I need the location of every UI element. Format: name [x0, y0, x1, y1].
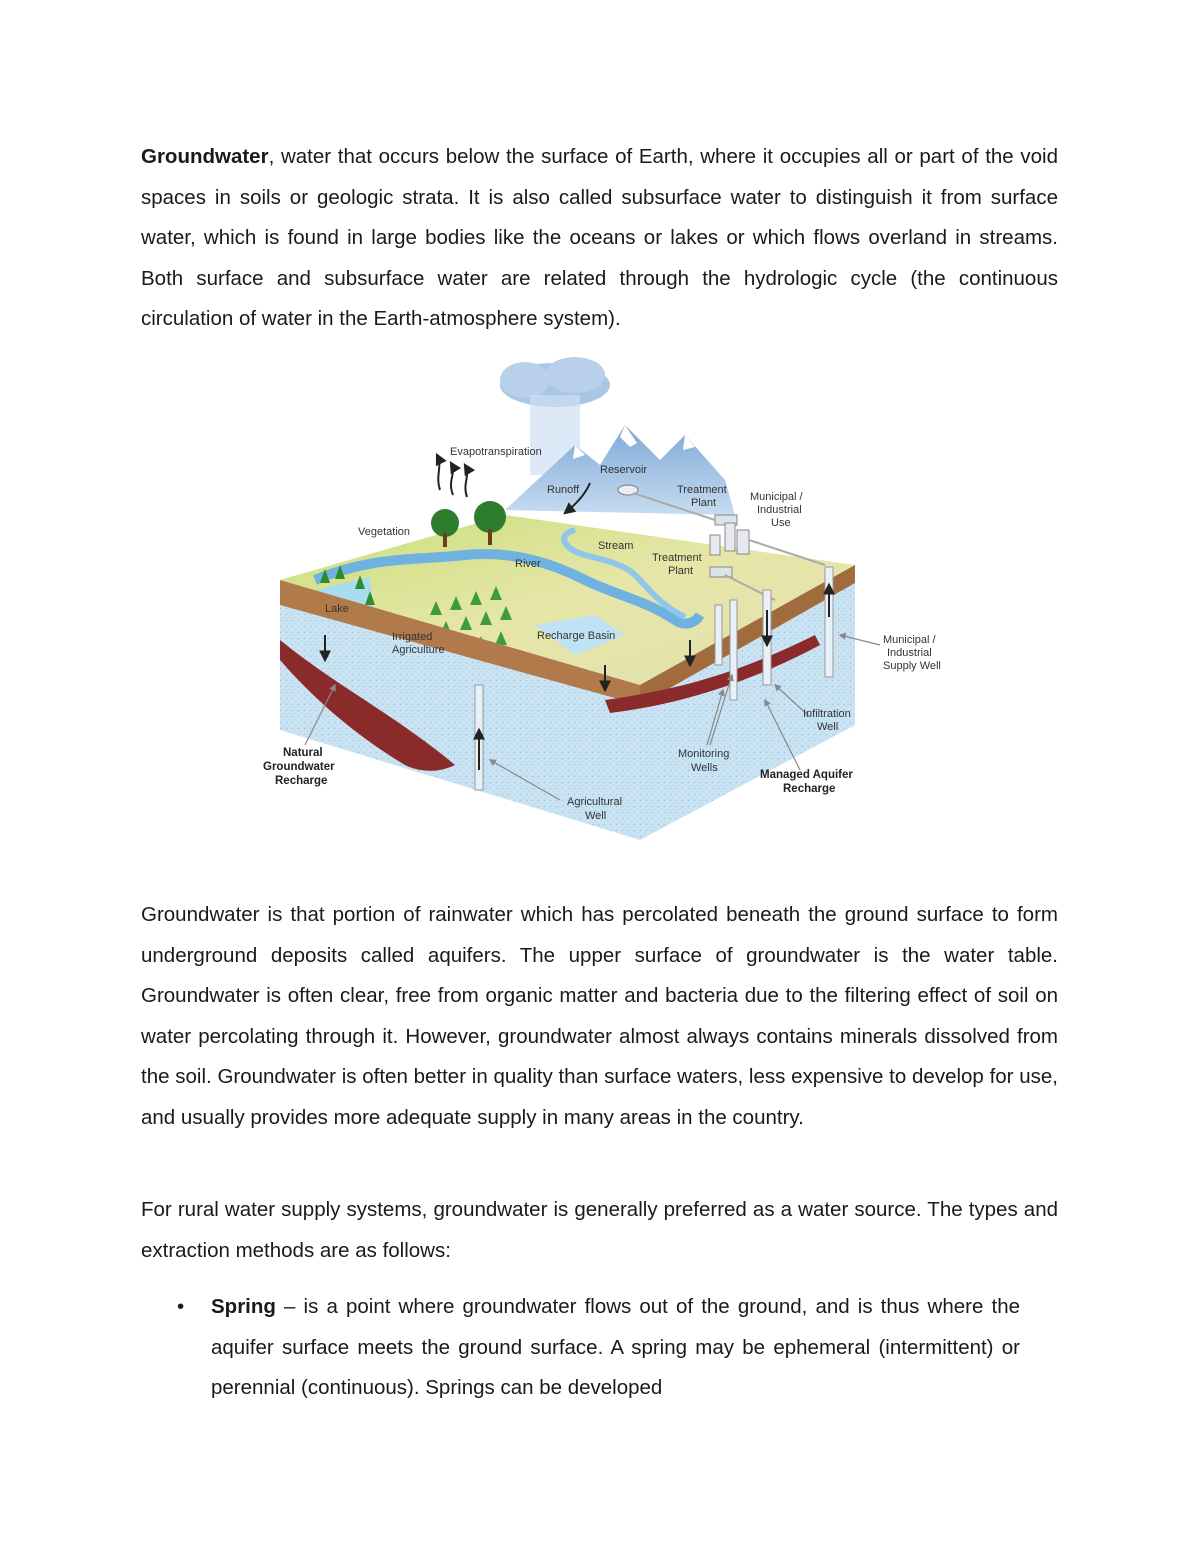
label-treatment-plant-1: Treatment Plant	[677, 484, 727, 509]
groundwater-diagram-svg	[255, 355, 980, 845]
label-stream: Stream	[598, 540, 634, 552]
evapotranspiration-arrows-icon	[437, 455, 467, 497]
term-spring: Spring	[211, 1295, 276, 1318]
infiltration-well-icon	[763, 590, 771, 685]
intro-paragraph	[141, 137, 1058, 340]
label-monitoring-wells: Monitoring Wells	[678, 748, 730, 774]
municipal-buildings-icon	[710, 523, 749, 555]
label-recharge-basin: Recharge Basin	[537, 630, 616, 642]
label-lake: Lake	[325, 603, 349, 615]
label-vegetation: Vegetation	[358, 526, 410, 538]
agricultural-well-icon	[475, 685, 483, 790]
label-supply-well: Municipal / Industrial Supply Well	[883, 634, 941, 672]
term-groundwater: Groundwater	[141, 145, 269, 168]
label-treatment-plant-2: Treatment Plant	[652, 552, 702, 577]
label-infiltration-well: Infiltration Well	[803, 708, 851, 733]
label-agricultural-well: Agricultural Well	[567, 796, 623, 822]
list-item-spring	[175, 1287, 1020, 1409]
label-river: River	[515, 558, 541, 570]
supply-well-icon	[825, 567, 833, 677]
label-municipal-use: Municipal / Industrial Use	[750, 491, 803, 529]
label-managed-aquifer-recharge: Managed Aquifer Recharge	[760, 769, 853, 795]
label-evapotranspiration: Evapotranspiration	[450, 446, 542, 458]
aquifer-paragraph: Groundwater is that portion of rainwater which has percolated beneath the ground surface to form underground deposits called aquifers. The upper surface of groundwater is the water table. Groundwater is often clear, free from organic matter and bacteria due to the filtering effect of soil on water percolating through it. However, groundwater almost always contains minerals dissolved from the soil. Groundwater is often better in quality than surface waters, less expensive to develop for use, and usually provides more adequate supply in many areas in the country.	[141, 903, 1058, 1129]
bullet-icon: •	[177, 1295, 185, 1318]
spring-description: – is a point where groundwater flows out of the ground, and is thus where the aquifer surface meets the ground surface. A spring may be ephemeral (intermittent) or perennial (continuous). Springs can be developed	[211, 1295, 1020, 1399]
label-irrigated-agriculture: Irrigated Agriculture	[392, 631, 445, 656]
intro-paragraph-text: , water that occurs below the surface of Earth, where it occupies all or part of the void spaces in soils or geologic strata. It is also called subsurface water to distinguish it from surface water, which is found in large bodies like the oceans or lakes or which flows overland in streams. Both surface and subsurface water are related through the hydrologic cycle (the continuous circulation of water in the Earth-atmosphere system).	[141, 145, 1058, 330]
rural-supply-paragraph: For rural water supply systems, groundwater is generally preferred as a water source. The types and extraction methods are as follows:	[141, 1198, 1058, 1262]
label-reservoir: Reservoir	[600, 464, 648, 476]
label-runoff: Runoff	[547, 484, 580, 496]
groundwater-diagram	[255, 355, 980, 845]
label-natural-recharge: Natural Groundwater Recharge	[263, 747, 335, 787]
extraction-methods-list	[175, 1287, 1020, 1409]
